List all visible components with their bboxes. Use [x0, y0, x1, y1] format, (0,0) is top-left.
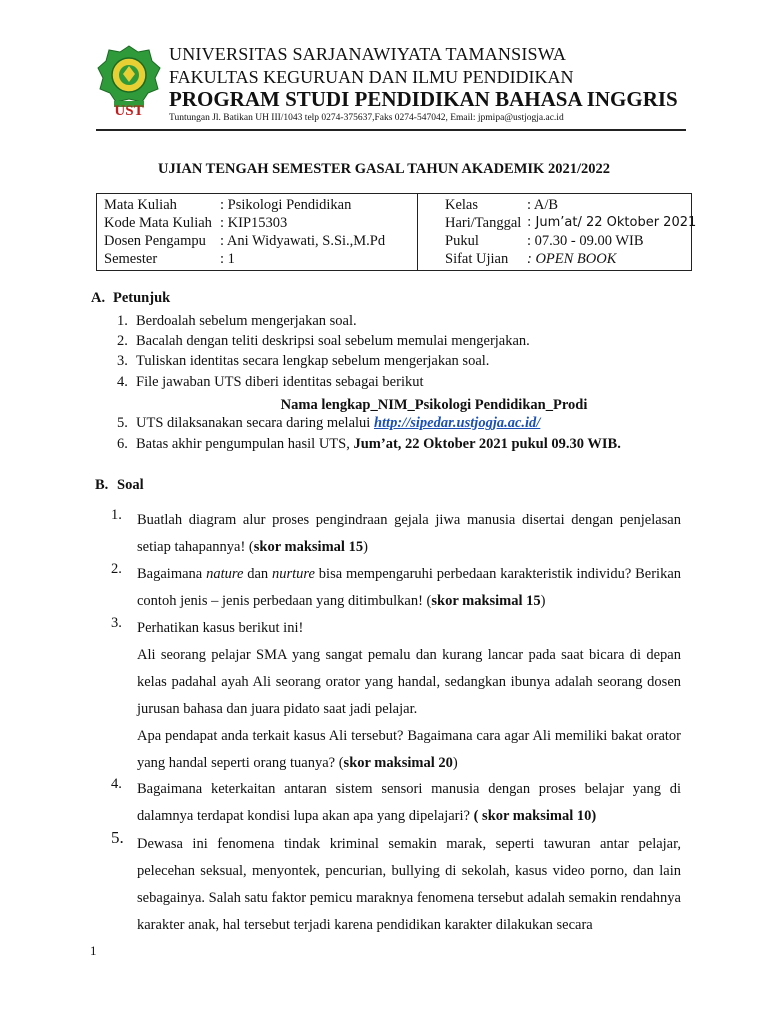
question-number: 2.: [111, 561, 122, 577]
schedule-info: [445, 196, 696, 268]
info-row: [445, 250, 696, 268]
instruction-item: [117, 415, 540, 432]
info-label: Kode Mata Kuliah: [104, 215, 212, 231]
program-name: PROGRAM STUDI PENDIDIKAN BAHASA INGGRIS: [169, 87, 678, 111]
question-4: [111, 776, 681, 830]
logo-text: UST: [114, 103, 144, 119]
info-value: : Jum’at/ 22 Oktober 2021: [527, 215, 697, 230]
page-number: 1: [90, 943, 97, 958]
section-title: Petunjuk: [113, 290, 171, 306]
faculty-name: FAKULTAS KEGURUAN DAN ILMU PENDIDIKAN: [169, 67, 574, 87]
question-text: [137, 561, 681, 615]
item-number: 3.: [117, 353, 128, 369]
question-intro: Perhatikan kasus berikut ini!: [137, 620, 304, 636]
item-text: File jawaban UTS diberi identitas sebagai berikut: [136, 374, 424, 390]
question-5: [111, 828, 681, 939]
question-text: [137, 507, 681, 561]
info-row: [445, 214, 696, 232]
question-body: Bagaimana keterkaitan antaran sistem sensori manusia dengan proses belajar yang di dalamnya terdapat kondisi lupa akan apa yang dipelajari?: [137, 781, 681, 824]
term-nature: nature: [206, 566, 244, 582]
info-value: : 07.30 - 09.00 WIB: [527, 233, 644, 249]
info-label: Hari/Tanggal: [445, 215, 522, 231]
instruction-item: [117, 374, 424, 391]
section-letter: A.: [91, 290, 106, 306]
item-number: 1.: [117, 313, 128, 329]
section-a-heading: [91, 290, 170, 307]
info-label: Mata Kuliah: [104, 197, 177, 213]
info-value: : KIP15303: [220, 215, 288, 231]
section-b-heading: [95, 477, 144, 494]
item-number: 4.: [117, 374, 128, 390]
exam-info-box: [96, 193, 697, 271]
item-number: 6.: [117, 436, 128, 452]
section-letter: B.: [95, 477, 109, 493]
course-info: [104, 196, 385, 268]
info-row: [445, 232, 696, 250]
info-label: Kelas: [445, 197, 479, 213]
exam-title: UJIAN TENGAH SEMESTER GASAL TAHUN AKADEMIK 2021/2022: [158, 161, 610, 177]
info-row: [104, 250, 385, 268]
item-text: Tuliskan identitas secara lengkap sebelum mengerjakan soal.: [136, 353, 490, 369]
question-number: 3.: [111, 615, 122, 631]
question-2: [111, 561, 681, 615]
info-value: : 1: [220, 251, 235, 267]
instruction-item: [117, 313, 357, 330]
score-label: skor maksimal 15: [253, 539, 364, 555]
item-text: Berdoalah sebelum mengerjakan soal.: [136, 313, 357, 329]
instruction-item: [117, 353, 489, 370]
info-value: : A/B: [527, 197, 559, 213]
question-body: bisa mempengaruhi perbedaan karakteristik individu? Berikan contoh jenis – jenis perbedaan yang ditimbulkan! (: [137, 566, 682, 609]
score-label: skor maksimal 20: [343, 755, 453, 771]
sipedar-link[interactable]: http://sipedar.ustjogja.ac.id/: [373, 415, 541, 431]
question-number: 5.: [111, 828, 124, 847]
info-row: [445, 196, 696, 214]
question-body: Bagaimana: [137, 566, 207, 582]
question-prompt: [137, 723, 681, 777]
info-value: : OPEN BOOK: [527, 251, 617, 267]
info-box-divider: [417, 194, 418, 270]
section-title: Soal: [117, 477, 144, 493]
question-text: [137, 615, 681, 777]
question-3: [111, 615, 681, 777]
question-body: Apa pendapat anda terkait kasus Ali tersebut? Bagaimana cara agar Ali memiliki bakat orator yang handal seperti orang tuanya? (: [137, 728, 681, 771]
paren: ): [363, 539, 368, 555]
item-text: UTS dilaksanakan secara daring melalui: [136, 415, 374, 431]
question-body: Buatlah diagram alur proses pengindraan gejala jiwa manusia disertai dengan penjelasan setiap tahapannya! (: [137, 512, 681, 555]
question-1: [111, 507, 681, 561]
case-description: Ali seorang pelajar SMA yang sangat pemalu dan kurang lancar pada saat bicara di depan kelas padahal ayah Ali seorang orator yang handal, sedangkan ibunya adalah seorang dosen jurusan bahasa dan juara pidato saat jadi pelajar.: [137, 647, 681, 717]
instruction-item: [117, 436, 621, 453]
score-label: skor maksimal 15: [431, 593, 541, 609]
question-body: dan: [243, 566, 272, 582]
info-label: Pukul: [445, 233, 479, 249]
question-text: [137, 776, 681, 830]
address-line: Tuntungan Jl. Batikan UH III/1043 telp 0274-375637,Faks 0274-547042, Email: jpmipa@ustjogja.ac.id: [169, 113, 564, 123]
info-row: [104, 232, 385, 250]
info-label: Dosen Pengampu: [104, 233, 206, 249]
info-label: Sifat Ujian: [445, 251, 509, 267]
item-text: Batas akhir pengumpulan hasil UTS,: [136, 436, 354, 452]
item-number: 5.: [117, 415, 128, 431]
info-value: : Psikologi Pendidikan: [220, 197, 352, 213]
instruction-item: [117, 333, 530, 350]
paren: ): [452, 755, 458, 771]
university-name: UNIVERSITAS SARJANAWIYATA TAMANSISWA: [169, 44, 567, 64]
question-number: 4.: [111, 776, 122, 792]
item-number: 2.: [117, 333, 128, 349]
paren: ): [540, 593, 546, 609]
deadline: Jum’at, 22 Oktober 2021 pukul 09.30 WIB.: [353, 436, 621, 452]
question-text: Dewasa ini fenomena tindak kriminal semakin marak, seperti tawuran antar pelajar, pelecehan seksual, menyontek, pencurian, bullying di sekolah, kasus video porno, dan lain sebagainya. Salah satu faktor pemicu maraknya fenomena tersebut adalah semakin rendahnya karakter anak, hal tersebut terjadi karena pendidikan karakter dilakukan secara: [137, 836, 681, 933]
question-number: 1.: [111, 507, 122, 523]
info-row: [104, 214, 385, 232]
info-value: : Ani Widyawati, S.Si.,M.Pd: [220, 233, 386, 249]
term-nurture: nurture: [272, 566, 315, 582]
header-divider: [96, 129, 686, 131]
info-row: [104, 196, 385, 214]
score-label: ( skor maksimal 10): [473, 808, 597, 824]
university-logo: [96, 44, 162, 124]
info-label: Semester: [104, 251, 158, 267]
file-name-format: Nama lengkap_NIM_Psikologi Pendidikan_Prodi: [280, 397, 588, 413]
item-text: Bacalah dengan teliti deskripsi soal sebelum memulai mengerjakan.: [136, 333, 530, 349]
